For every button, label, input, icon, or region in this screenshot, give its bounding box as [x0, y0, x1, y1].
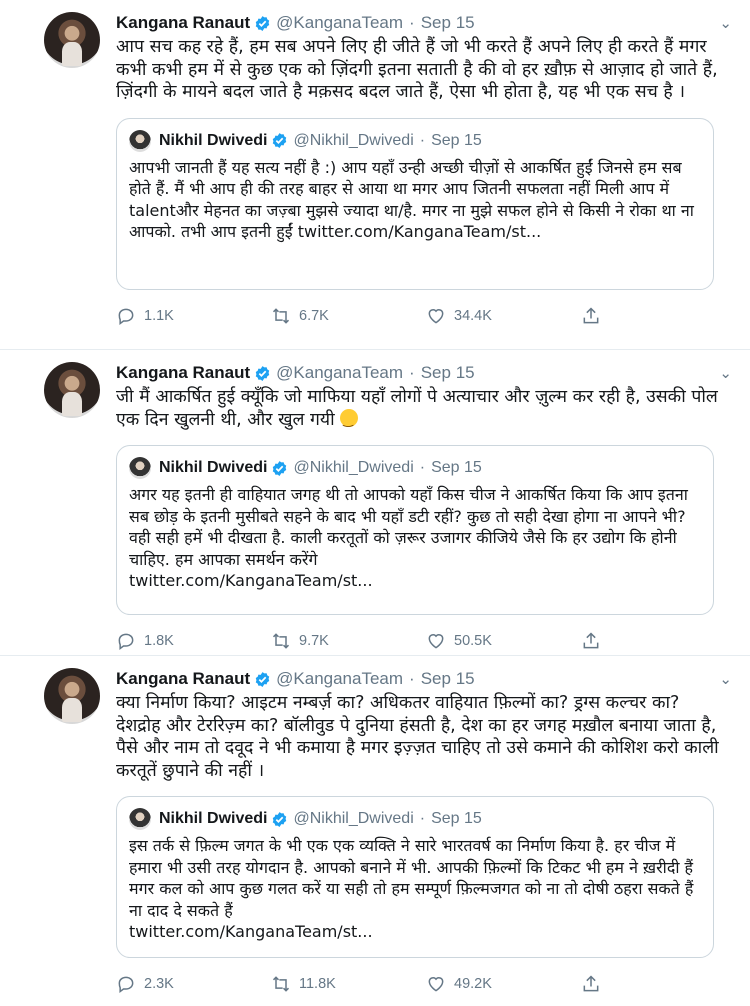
quoted-tweet-header	[129, 456, 701, 480]
separator-dot: ·	[409, 13, 415, 32]
retweet-button[interactable]	[271, 306, 426, 326]
retweet-button[interactable]	[271, 631, 426, 651]
quoted-text-body: अगर यह इतनी ही वाहियात जगह थी तो आपको यहाँ किस चीज ने आकर्षित किया कि आप इतना सब छोड़ के इतनी मुसीबते सहने के बाद भी यहाँ डटी रहीं? कुछ तो सही देखा होगा ना आपने भी? वही सही हमें भी दीखता है. काली करतूतों को ज़रूर उजागर कीजिये जैसे कि हर उद्योग कि होनी चाहिए. हम आपका समर्थन करेंगे	[129, 485, 688, 569]
share-button[interactable]	[581, 306, 609, 326]
avatar[interactable]	[44, 668, 100, 724]
tweet-text	[116, 386, 732, 431]
heart-icon	[426, 974, 446, 994]
reply-button[interactable]	[116, 631, 271, 651]
quoted-link[interactable]: twitter.com/KanganaTeam/st...	[129, 571, 373, 590]
tweet-timestamp[interactable]: Sep 15	[420, 13, 475, 32]
quoted-tweet[interactable]	[116, 796, 714, 958]
author-name[interactable]: Kangana Ranaut	[116, 13, 251, 32]
retweet-count: 9.7K	[299, 633, 329, 649]
quoted-timestamp: Sep 15	[431, 810, 482, 827]
tweet-header	[116, 666, 732, 692]
verified-badge-icon	[254, 15, 271, 32]
quoted-tweet[interactable]	[116, 445, 714, 615]
quoted-tweet[interactable]	[116, 118, 714, 290]
quoted-author-handle: @Nikhil_Dwivedi	[293, 810, 414, 827]
tweet-actions	[116, 294, 732, 338]
retweet-icon	[271, 631, 291, 651]
author-handle[interactable]: @KanganaTeam	[276, 13, 404, 32]
avatar[interactable]	[44, 362, 100, 418]
like-button[interactable]	[426, 631, 581, 651]
retweet-icon	[271, 306, 291, 326]
reply-button[interactable]	[116, 306, 271, 326]
quoted-link[interactable]: twitter.com/KanganaTeam/st...	[297, 222, 542, 241]
reply-count: 1.8K	[144, 633, 174, 649]
like-count: 34.4K	[454, 307, 492, 324]
tweet-header	[116, 10, 732, 36]
reply-count: 2.3K	[144, 976, 174, 992]
reply-icon	[116, 306, 136, 326]
quoted-tweet-header	[129, 129, 701, 153]
quoted-timestamp: Sep 15	[431, 459, 482, 476]
separator-dot: ·	[419, 459, 426, 476]
tweet-text-body: जी मैं आकर्षित हुई क्यूँकि जो माफिया यहाँ लोगों पे अत्याचार और ज़ुल्म कर रही है, उसकी पोल एक दिन खुलनी थी, और खुल गयी	[116, 387, 718, 430]
quoted-text-body: आपभी जानती हैं यह सत्य नहीं है :) आप यहाँ उन्ही अच्छी चीज़ों से आकर्षित हुईं जिनसे हम सब होते हैं. मैं भी आप ही की तरह बाहर से आया था मगर आप जितनी सफलता नहीं मिली आप में talentऔर मेहनत का जज़्बा मुझसे ज्यादा था/है. मगर ना मुझे सफल होने से किसी ने रोका था ना आपको. तभी आप इतनी हुईं	[129, 157, 694, 241]
avatar[interactable]	[44, 12, 100, 68]
quoted-tweet-text	[129, 157, 701, 243]
heart-icon	[426, 631, 446, 651]
quoted-tweet-text	[129, 835, 701, 943]
tweet-header	[116, 360, 732, 386]
quoted-author-name: Nikhil Dwivedi	[159, 131, 268, 149]
quoted-link[interactable]: twitter.com/KanganaTeam/st...	[129, 922, 373, 941]
quoted-author-handle: @Nikhil_Dwivedi	[293, 459, 414, 476]
tweet[interactable]	[0, 350, 750, 656]
tweet[interactable]	[0, 656, 750, 997]
verified-badge-icon	[254, 365, 271, 382]
like-count: 49.2K	[454, 976, 492, 992]
quoted-author-name: Nikhil Dwivedi	[159, 459, 268, 476]
author-name[interactable]: Kangana Ranaut	[116, 669, 251, 688]
tweet-timestamp[interactable]: Sep 15	[420, 669, 475, 688]
reply-icon	[116, 974, 136, 994]
share-icon	[581, 631, 601, 651]
quoted-timestamp: Sep 15	[431, 131, 482, 149]
retweet-count: 11.8K	[299, 976, 336, 992]
like-count: 50.5K	[454, 633, 492, 649]
like-button[interactable]	[426, 306, 581, 326]
author-handle[interactable]: @KanganaTeam	[276, 669, 404, 688]
quoted-author-handle: @Nikhil_Dwivedi	[293, 131, 414, 149]
chevron-down-icon[interactable]: ⌄	[719, 15, 732, 32]
reply-button[interactable]	[116, 974, 271, 994]
quoted-avatar	[129, 457, 151, 479]
separator-dot: ·	[409, 363, 415, 382]
smile-emoji-icon	[340, 409, 358, 427]
tweet[interactable]	[0, 0, 750, 350]
tweet-timestamp[interactable]: Sep 15	[420, 363, 475, 382]
quoted-avatar	[129, 130, 151, 152]
tweet-text: आप सच कह रहे हैं, हम सब अपने लिए ही जीते हैं जो भी करते हैं अपने लिए ही करते हैं मगर कभी कभी हम में से कुछ एक को ज़िंदगी इतना सताती है की वो हर ख़ौफ़ से आज़ाद हो जाते हैं, ज़िंदगी के मायने बदल जाते है मक़सद बदल जाते हैं, ऐसा भी होता है, यह भी एक सच है ।	[116, 37, 718, 102]
heart-icon	[426, 306, 446, 326]
share-icon	[581, 306, 601, 326]
share-button[interactable]	[581, 974, 609, 994]
verified-badge-icon	[271, 811, 288, 828]
quoted-tweet-header	[129, 807, 701, 831]
retweet-count: 6.7K	[299, 307, 329, 324]
retweet-button[interactable]	[271, 974, 426, 994]
verified-badge-icon	[254, 671, 271, 688]
separator-dot: ·	[409, 669, 415, 688]
quoted-tweet-text	[129, 484, 701, 592]
quoted-avatar	[129, 808, 151, 830]
separator-dot: ·	[419, 131, 426, 149]
verified-badge-icon	[271, 460, 288, 477]
share-button[interactable]	[581, 631, 609, 651]
quoted-author-name: Nikhil Dwivedi	[159, 810, 268, 827]
separator-dot: ·	[419, 810, 426, 827]
reply-icon	[116, 631, 136, 651]
retweet-icon	[271, 974, 291, 994]
author-handle[interactable]: @KanganaTeam	[276, 363, 404, 382]
like-button[interactable]	[426, 974, 581, 994]
chevron-down-icon[interactable]: ⌄	[719, 365, 732, 382]
quoted-text-body: इस तर्क से फ़िल्म जगत के भी एक एक व्यक्ति ने सारे भारतवर्ष का निर्माण किया है. हर चीज में हमारा भी उसी तरह योगदान है. आपको बनाने में भी. आपकी फ़िल्मों कि टिकट भी हम ने ख़रीदी हैं मगर कल को आप कुछ गलत करें या सही तो हम सम्पूर्ण फ़िल्मजगत को ना तो दोषी ठहरा सकते हैं ना दाद दे सकते हैं	[129, 836, 694, 920]
author-name[interactable]: Kangana Ranaut	[116, 363, 251, 382]
reply-count: 1.1K	[144, 307, 174, 324]
tweet-text: क्या निर्माण किया? आइटम नम्बर्ज़ का? अधिकतर वाहियात फ़िल्मों का? ड्रग्स कल्चर का? देशद्रोह और टेररिज़्म का? बॉलीवुड पे दुनिया हंसती है, देश का हर जगह मख़ौल बनाया जाता है, पैसे और नाम तो दवूद ने भी कमाया है मगर इज़्ज़त चाहिए तो उसे कमाने की कोशिश करो काली करतूतें छुपाने की नहीं ।	[116, 693, 719, 781]
share-icon	[581, 974, 601, 994]
chevron-down-icon[interactable]: ⌄	[719, 671, 732, 688]
verified-badge-icon	[271, 132, 288, 149]
tweet-actions	[116, 962, 732, 1006]
